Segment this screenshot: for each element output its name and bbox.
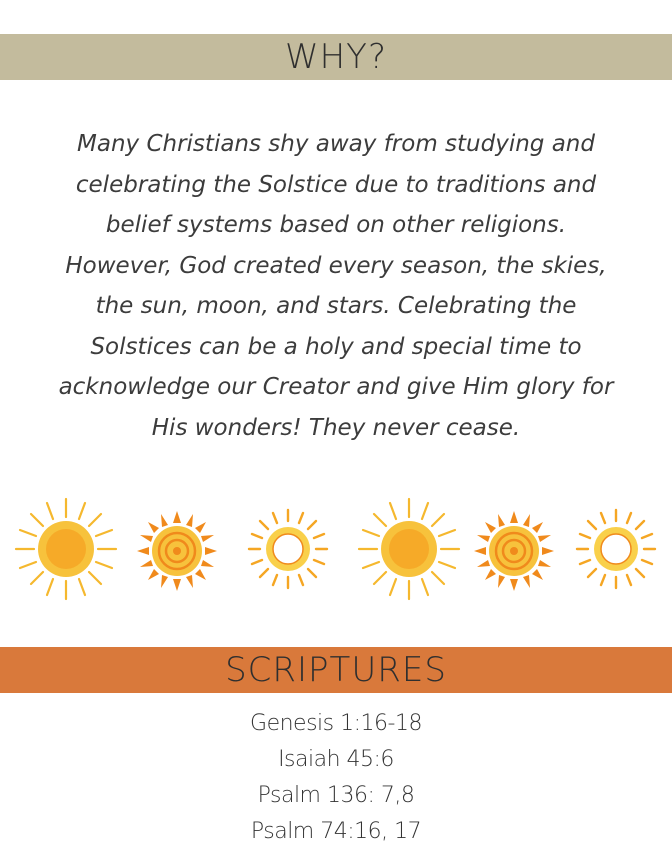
- sun-ring-icon: [574, 507, 658, 591]
- why-heading: WHY?: [285, 37, 387, 77]
- sun-decoration-row: [0, 495, 672, 605]
- sun-ring-icon: [246, 507, 330, 591]
- why-paragraph: Many Christians shy away from studying and celebrating the Solstice due to traditions and belief systems based on other religions. However, God created every season, the skies, the sun, moon, and stars. Celebrating the Solstices can be a holy and special time to acknowledge our Creator and give Him glory for His wonders! They never cease.: [58, 131, 614, 441]
- scripture-references: [0, 706, 672, 850]
- scripture-reference: Genesis 1:16-18: [250, 711, 422, 736]
- sun-spiral-icon: [472, 509, 556, 593]
- scriptures-heading: SCRIPTURES: [225, 650, 447, 690]
- scripture-reference: Isaiah 45:6: [278, 747, 394, 772]
- scripture-reference: Psalm 74:16, 17: [250, 819, 422, 844]
- sun-spiral-icon: [135, 509, 219, 593]
- scriptures-banner: [0, 647, 672, 693]
- scripture-reference: Psalm 136: 7,8: [257, 783, 415, 808]
- why-banner: [0, 34, 672, 80]
- sun-solid-icon: [355, 495, 463, 603]
- sun-solid-icon: [12, 495, 120, 603]
